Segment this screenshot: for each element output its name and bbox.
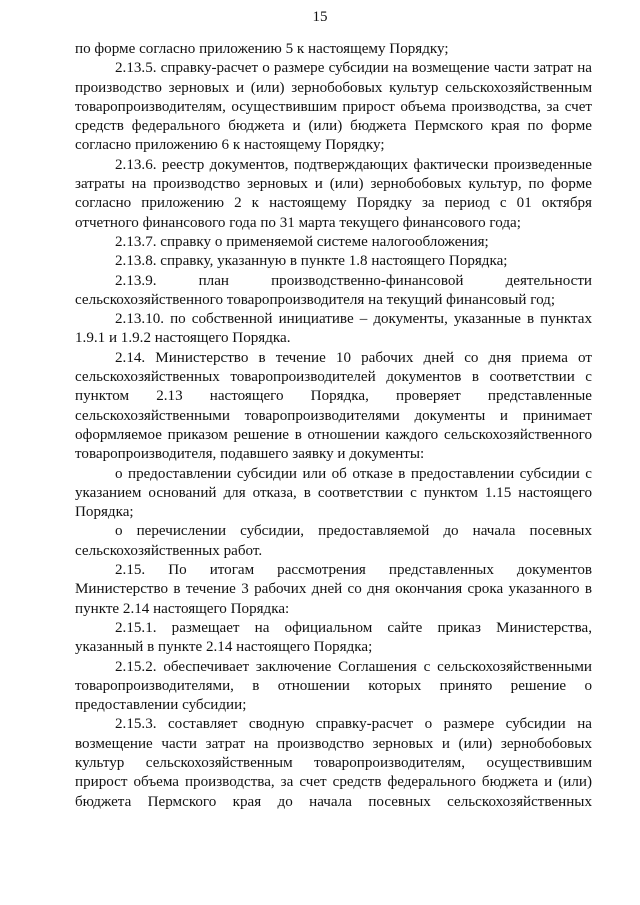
- paragraph-2-13-6: 2.13.6. реестр документов, подтверждающих фактически произведенные затраты на производство зерновых и (или) зернобобовых культур, по форме согласно приложению 2 к настоящему Порядку за период с 01 октября отчетного финансового года по 31 марта текущего финансового года;: [75, 156, 592, 231]
- paragraph-2-13-5: 2.13.5. справку-расчет о размере субсидии на возмещение части затрат на производство зерновых и (или) зернобобовых культур сельскохозяйственным товаропроизводителям, осуществившим прирост объема производства, за счет средств федерального бюджета и (или) бюджета Пермского края по форме согласно приложению 6 к настоящему Порядку;: [75, 60, 592, 154]
- document-body: [75, 40, 592, 812]
- paragraph-2-15-2: 2.15.2. обеспечивает заключение Соглашения с сельскохозяйственными товаропроизводителями, в отношении которых принято решение о предоставлении субсидии;: [75, 658, 592, 714]
- paragraph-2-14: 2.14. Министерство в течение 10 рабочих дней со дня приема от сельскохозяйственных товаропроизводителей документов в соответствии с пунктом 2.13 настоящего Порядка, проверяет представленные сельскохозяйственными товаропроизводителями документы и принимает оформляемое приказом решение в отношении каждого сельскохозяйственного товаропроизводителя, подавшего заявку и документы:: [75, 349, 592, 463]
- paragraph-2-13-10: 2.13.10. по собственной инициативе – документы, указанные в пунктах 1.9.1 и 1.9.2 настоящего Порядка.: [75, 311, 592, 347]
- paragraph-2-15-3: 2.15.3. составляет сводную справку-расчет о размере субсидии на возмещение части затрат на производство зерновых и (или) зернобобовых культур сельскохозяйственным товаропроизводителям, осуществившим прирост объема производства, за счет средств федерального бюджета и (или) бюджета Пермского края до начала посевных сельскохозяйственных: [75, 716, 592, 810]
- paragraph-2-13-7: 2.13.7. справку о применяемой системе налогообложения;: [115, 233, 489, 250]
- paragraph-2-15: 2.15. По итогам рассмотрения представленных документов Министерство в течение 3 рабочих дней со дня окончания срока указанного в пункте 2.14 настоящего Порядка:: [75, 562, 592, 617]
- paragraph-2-13-9: 2.13.9. план производственно-финансовой деятельности сельскохозяйственного товаропроизводителя на текущий финансовый год;: [75, 272, 592, 308]
- paragraph-continuation: по форме согласно приложению 5 к настоящему Порядку;: [75, 41, 449, 57]
- paragraph-2-13-8: 2.13.8. справку, указанную в пункте 1.8 настоящего Порядка;: [115, 253, 508, 270]
- page-number: 15: [312, 9, 328, 25]
- paragraph-decision-transfer: о перечислении субсидии, предоставляемой до начала посевных сельскохозяйственных работ.: [75, 523, 592, 559]
- paragraph-2-15-1: 2.15.1. размещает на официальном сайте приказ Министерства, указанный в пункте 2.14 настоящего Порядка;: [75, 619, 592, 656]
- paragraph-decision-grant: о предоставлении субсидии или об отказе в предоставлении субсидии с указанием оснований для отказа, в соответствии с пунктом 1.15 настоящего Порядка;: [75, 465, 592, 521]
